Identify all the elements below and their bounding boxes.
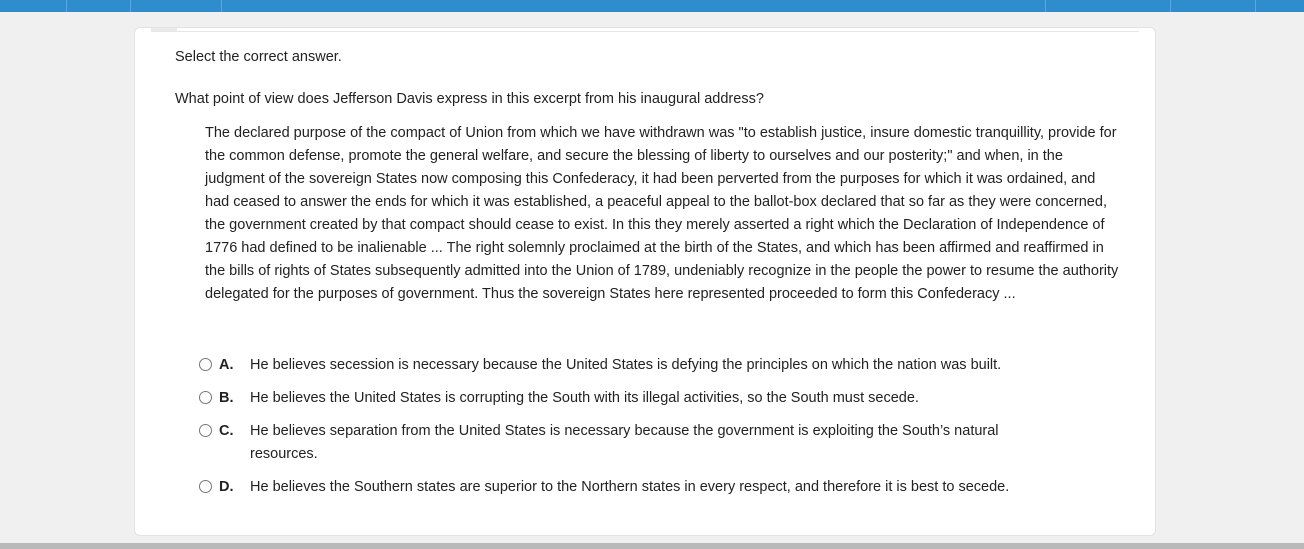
nav-segment[interactable] [0, 0, 67, 12]
option-text[interactable]: He believes separation from the United States is necessary because the government is exploiting the South’s natural resources. [250, 423, 999, 462]
nav-segment[interactable] [1046, 0, 1171, 12]
nav-segment[interactable] [131, 0, 222, 12]
nav-segment[interactable] [222, 0, 1046, 12]
radio-button[interactable] [199, 480, 212, 493]
excerpt-passage: The declared purpose of the compact of Union from which we have withdrawn was "to establish justice, insure domestic tranquillity, provide for the common defense, promote the general welfare, and secure the blessing of liberty to ourselves and our posterity;" and when, in the judgment of the sovereign States now composing this Confederacy, it had been perverted from the purposes for which it was ordained, and had ceased to answer the ends for which it was established, a peaceful appeal to the ballot-box declared that so far as they were concerned, the government created by that compact should cease to exist. In this they merely asserted a right which the Declaration of Independence of 1776 had defined to be inalienable ... The right solemnly proclaimed at the birth of the States, and which has been affirmed and reaffirmed in the bills of rights of States subsequently admitted into the Union of 1789, undeniably recognize in the people the power to resume the authority delegated for the purposes of government. Thus the sovereign States here represented proceeded to form this Confederacy ... [205, 125, 1119, 302]
answer-option-a[interactable] [199, 354, 1079, 377]
option-text[interactable]: He believes the Southern states are superior to the Northern states in every respect, and therefore it is best to secede. [250, 479, 1010, 495]
answer-option-c[interactable] [199, 420, 1079, 466]
answer-option-d[interactable] [199, 476, 1079, 499]
option-letter: D. [219, 479, 234, 495]
bottom-bar [0, 543, 1304, 549]
divider [151, 31, 1139, 32]
option-text[interactable]: He believes the United States is corrupting the South with its illegal activities, so the South must secede. [250, 390, 919, 406]
question-card [134, 27, 1156, 536]
nav-segment[interactable] [67, 0, 131, 12]
question-text: What point of view does Jefferson Davis express in this excerpt from his inaugural address? [175, 91, 764, 107]
option-letter: A. [219, 357, 234, 373]
top-navigation-bar [0, 0, 1304, 12]
radio-button[interactable] [199, 424, 212, 437]
radio-button[interactable] [199, 358, 212, 371]
option-letter: B. [219, 390, 234, 406]
radio-button[interactable] [199, 391, 212, 404]
divider-tab [151, 28, 177, 31]
option-text[interactable]: He believes secession is necessary because the United States is defying the principles on which the nation was built. [250, 357, 1002, 373]
answer-options [199, 354, 1079, 509]
nav-segment[interactable] [1171, 0, 1256, 12]
instruction-text: Select the correct answer. [175, 49, 342, 65]
answer-option-b[interactable] [199, 387, 1079, 410]
option-letter: C. [219, 423, 234, 439]
